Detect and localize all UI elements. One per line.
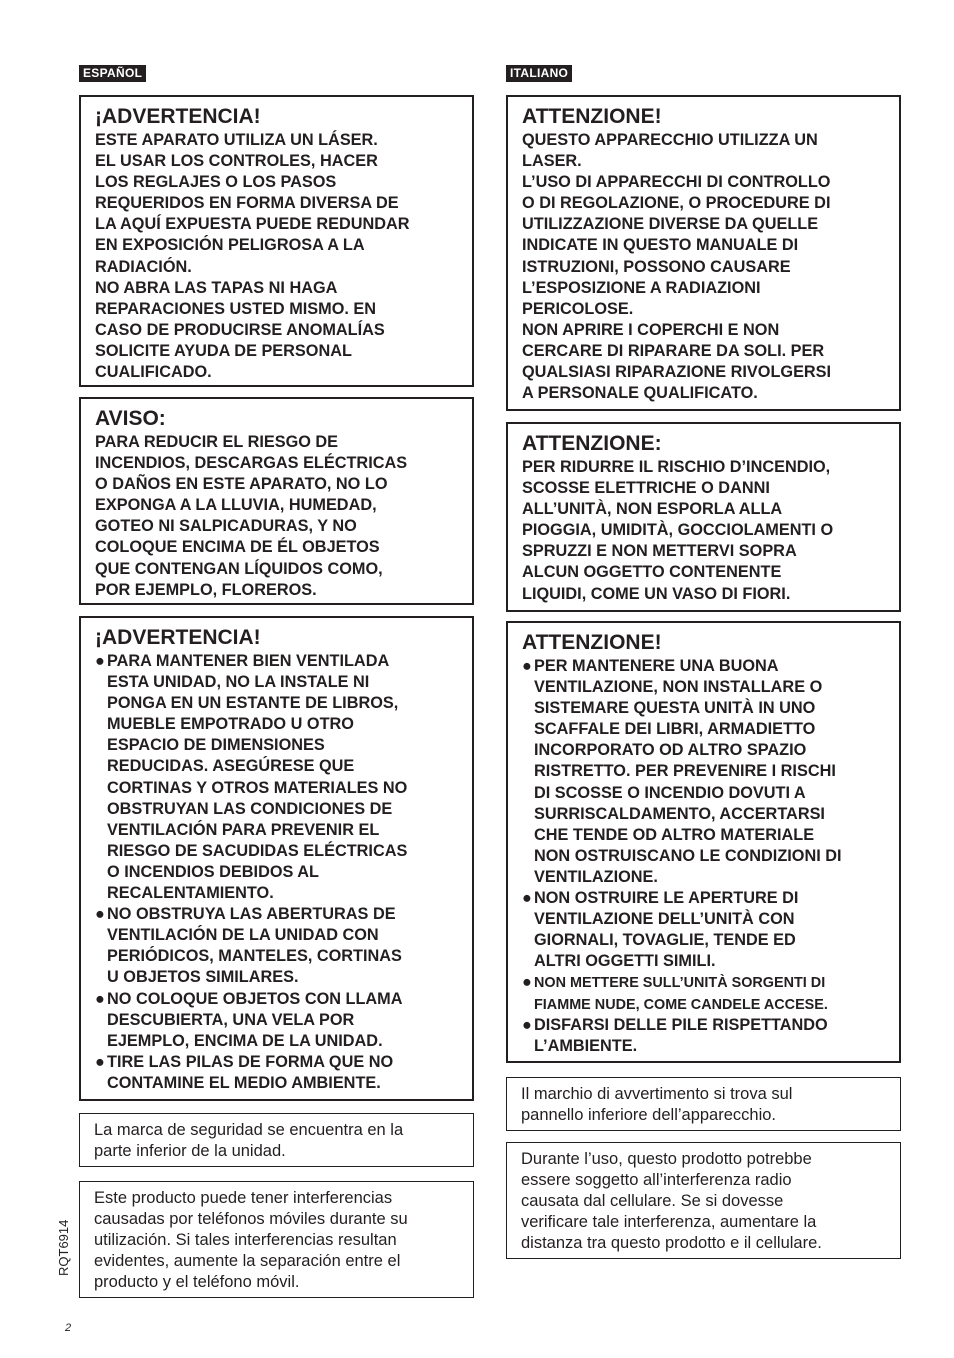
safety-mark-note-es: La marca de seguridad se encuentra en la parte inferior de la unidad. [79, 1113, 474, 1167]
warning-bullets [522, 656, 885, 1057]
safety-mark-note-it: Il marchio di avvertimento si trova sul pannello inferiore dell’apparecchio. [506, 1077, 901, 1131]
warning-title: ¡ADVERTENCIA! [95, 626, 261, 649]
bullet-item: ● NO COLOQUE OBJETOS CON LLAMA DESCUBIERTA, UNA VELA POR EJEMPLO, ENCIMA DE LA UNIDAD. [95, 989, 458, 1052]
interference-note-es: Este producto puede tener interferencias causadas por teléfonos móviles durante su utilización. Si tales interferencias resultan evidentes, aumente la separación entre el producto y el teléfono móvil. [79, 1181, 474, 1298]
bullet-icon: ● [522, 1015, 532, 1034]
notice-box-fire-it [506, 422, 901, 612]
notice-text: PARA REDUCIR EL RIESGO DE INCENDIOS, DESCARGAS ELÉCTRICAS O DAÑOS EN ESTE APARATO, NO LO EXPONGA A LA LLUVIA, HUMEDAD, GOTEO NI SALPICADURAS, Y NO COLOQUE ENCIMA DE ÉL OBJETOS QUE CONTENGAN LÍQUIDOS COMO, POR EJEMPLO, FLOREROS. [95, 433, 408, 599]
bullet-item: ● NO OBSTRUYA LAS ABERTURAS DE VENTILACIÓN DE LA UNIDAD CON PERIÓDICOS, MANTELES, CORTINAS U OBJETOS SIMILARES. [95, 904, 458, 988]
notice-box-fire-es [79, 397, 474, 605]
bullet-item: ● TIRE LAS PILAS DE FORMA QUE NO CONTAMINE EL MEDIO AMBIENTE. [95, 1052, 458, 1094]
bullet-icon: ● [522, 889, 532, 908]
warning-title: ¡ADVERTENCIA! [95, 105, 261, 128]
column-italiano [506, 64, 901, 1252]
bullet-item: ● DISFARSI DELLE PILE RISPETTANDO L’AMBIENTE. [522, 1015, 885, 1057]
bullet-item: ● PARA MANTENER BIEN VENTILADA ESTA UNIDAD, NO LA INSTALE NI PONGA EN UN ESTANTE DE LIBROS, MUEBLE EMPOTRADO U OTRO ESPACIO DE DIMENSIONES REDUCIDAS. ASEGÚRESE QUE CORTINAS Y OTROS MATERIALES NO OBSTRUYAN LAS CONDICIONES DE VENTILACIÓN PARA PREVENIR EL RIESGO DE SACUDIDAS ELÉCTRICAS O INCENDIOS DEBIDOS AL RECALENTAMIENTO. [95, 651, 458, 904]
bullet-item: ● PER MANTENERE UNA BUONA VENTILAZIONE, NON INSTALLARE O SISTEMARE QUESTA UNITÀ IN UNO SCAFFALE DEI LIBRI, ARMADIETTO INCORPORATO OD ALTRO SPAZIO RISTRETTO. PER PREVENIRE I RISCHI DI SCOSSE O INCENDIO DOVUTI A SURRISCALDAMENTO, ACCERTARSI CHE TENDE OD ALTRO MATERIALE NON OSTRUISCANO LE CONDIZIONI DI VENTILAZIONE. [522, 656, 885, 888]
warning-box-laser-it [506, 95, 901, 411]
warning-box-laser-es [79, 95, 474, 387]
bullet-icon: ● [522, 657, 532, 675]
warning-box-ventilation-es [79, 616, 474, 1101]
bullet-icon: ● [95, 652, 105, 670]
warning-title: ATTENZIONE! [522, 105, 662, 128]
notice-text: PER RIDURRE IL RISCHIO D’INCENDIO, SCOSSE ELETTRICHE O DANNI ALL’UNITÀ, NON ESPORLA ALLA PIOGGIA, UMIDITÀ, GOCCIOLAMENTI O SPRUZZI E NON METTERVI SOPRA ALCUN OGGETTO CONTENENTE LIQUIDI, COME UN VASO DI FIORI. [522, 458, 834, 603]
warning-bullets [95, 651, 458, 1094]
bullet-icon: ● [95, 1052, 105, 1071]
bullet-icon: ● [95, 989, 105, 1008]
bullet-item: ● NON METTERE SULL’UNITÀ SORGENTI DI FIAMME NUDE, COME CANDELE ACCESE. [522, 972, 885, 1014]
language-tag-it: ITALIANO [506, 65, 572, 82]
column-espanol [79, 64, 474, 1291]
notice-title: ATTENZIONE: [522, 432, 662, 455]
warning-title: ATTENZIONE! [522, 631, 662, 654]
document-code: RQT6914 [56, 1219, 71, 1276]
page-number: 2 [65, 1322, 72, 1334]
notice-title: AVISO: [95, 407, 166, 430]
bullet-icon: ● [95, 905, 105, 924]
bullet-item: ● NON OSTRUIRE LE APERTURE DI VENTILAZIONE DELL’UNITÀ CON GIORNALI, TOVAGLIE, TENDE ED ALTRI OGGETTI SIMILI. [522, 888, 885, 972]
bullet-icon: ● [522, 973, 532, 992]
warning-box-ventilation-it [506, 621, 901, 1063]
warning-text: ESTE APARATO UTILIZA UN LÁSER. EL USAR LOS CONTROLES, HACER LOS REGLAJES O LOS PASOS REQUERIDOS EN FORMA DIVERSA DE LA AQUÍ EXPUESTA PUEDE REDUNDAR EN EXPOSICIÓN PELIGROSA A LA RADIACIÓN. NO ABRA LAS TAPAS NI HAGA REPARACIONES USTED MISMO. EN CASO DE PRODUCIRSE ANOMALÍAS SOLICITE AYUDA DE PERSONAL CUALIFICADO. [95, 131, 410, 382]
interference-note-it: Durante l’uso, questo prodotto potrebbe essere soggetto all’interferenza radio causata dal cellulare. Se si dovesse verificare tale interferenza, aumentare la distanza tra questo prodotto e il cellulare. [506, 1142, 901, 1259]
language-tag-es: ESPAÑOL [79, 65, 146, 82]
warning-text: QUESTO APPARECCHIO UTILIZZA UN LASER. L’USO DI APPARECCHI DI CONTROLLO O DI REGOLAZIONE, O PROCEDURE DI UTILIZZAZIONE DIVERSE DA QUELLE INDICATE IN QUESTO MANUALE DI ISTRUZIONI, POSSONO CAUSARE L’ESPOSIZIONE A RADIAZIONI PERICOLOSE. NON APRIRE I COPERCHI E NON CERCARE DI RIPARARE DA SOLI. PER QUALSIASI RIPARAZIONE RIVOLGERSI A PERSONALE QUALIFICATO. [522, 131, 832, 403]
